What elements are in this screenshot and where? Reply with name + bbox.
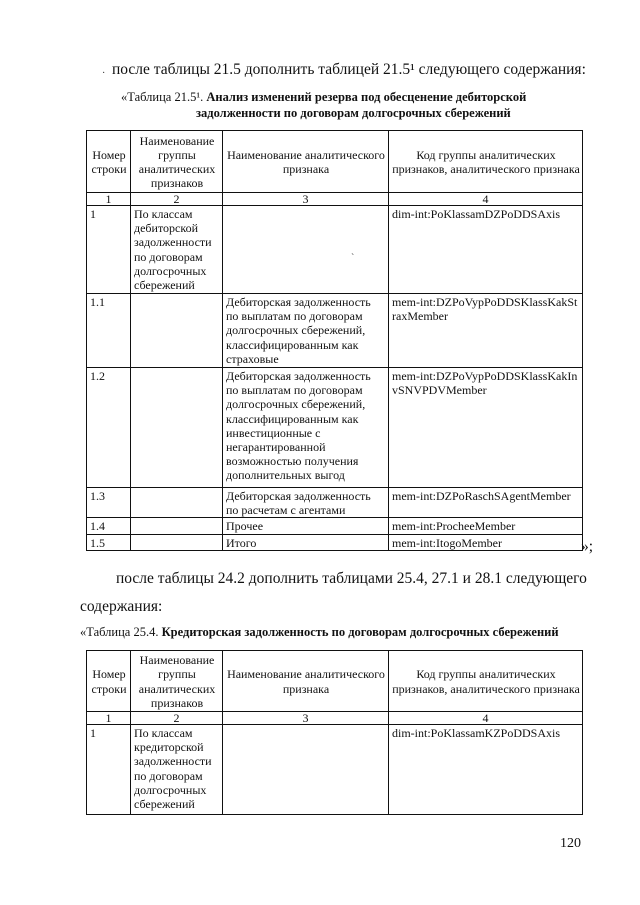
header-row-number: Номер строки bbox=[87, 651, 131, 712]
table-21-5-1 bbox=[86, 130, 583, 551]
table-header-row bbox=[87, 131, 583, 193]
table-close-quote: »; bbox=[581, 538, 594, 555]
table-row: 1 По классам кредиторской задолженности по договорам долгосрочных сбережений dim-int:PoKlassamKZPoDDSAxis bbox=[87, 725, 583, 815]
table-row: 1.2 Дебиторская задолженность по выплатам по договорам долгосрочных сбережений, классифицированным как инвестиционные с негарантированной возможностью получения дополнительных выгод mem-int:DZPoVypPoDDSKlassKakInvSNVPDVMember bbox=[87, 368, 583, 488]
table-21-5-1-caption bbox=[121, 90, 581, 105]
caption-prefix: «Таблица 21.5¹. bbox=[121, 90, 204, 104]
table-row: 1.1 Дебиторская задолженность по выплатам по договорам долгосрочных сбережений, классифицированным как страховые mem-int:DZPoVypPoDDSKlassKakStraxMember bbox=[87, 294, 583, 368]
table-25-4 bbox=[86, 650, 583, 815]
header-group-name: Наименование группы аналитических признаков bbox=[131, 651, 223, 712]
header-attribute-name: Наименование аналитического признака bbox=[223, 651, 389, 712]
caption-title: Кредиторская задолженность по договорам долгосрочных сбережений bbox=[161, 625, 559, 639]
intro-paragraph-2-line2: содержания: bbox=[80, 598, 163, 615]
table-25-4-caption bbox=[80, 625, 559, 640]
table-header-row bbox=[87, 651, 583, 712]
table-row: 1.5 Итого mem-int:ItogoMember bbox=[87, 534, 583, 550]
table-21-5-1-caption-line2: задолженности по договорам долгосрочных сбережений bbox=[196, 106, 511, 120]
intro-paragraph-2: после таблицы 24.2 дополнить таблицами 25.4, 27.1 и 28.1 следующего bbox=[116, 570, 587, 587]
column-number-row: 1 2 3 4 bbox=[87, 193, 583, 206]
intro-paragraph-1: · после таблицы 21.5 дополнить таблицей 21.5¹ следующего содержания: bbox=[112, 60, 586, 80]
stray-mark: ` bbox=[351, 253, 355, 264]
table-row: 1.3 Дебиторская задолженность по расчетам с агентами mem-int:DZPoRaschSAgentMember bbox=[87, 488, 583, 518]
stray-mark: · bbox=[102, 68, 106, 79]
header-row-number: Номер строки bbox=[87, 131, 131, 193]
table-row: 1.4 Прочее mem-int:ProcheeMember bbox=[87, 518, 583, 534]
table-row: 1 По классам дебиторской задолженности по договорам долгосрочных сбережений ` dim-int:PoKlassamDZPoDDSAxis bbox=[87, 206, 583, 294]
header-code: Код группы аналитических признаков, аналитического признака bbox=[389, 651, 583, 712]
header-group-name: Наименование группы аналитических признаков bbox=[131, 131, 223, 193]
header-attribute-name: Наименование аналитического признака bbox=[223, 131, 389, 193]
column-number-row: 1 2 3 4 bbox=[87, 712, 583, 725]
page-number: 120 bbox=[560, 836, 581, 851]
header-code: Код группы аналитических признаков, аналитического признака bbox=[389, 131, 583, 193]
caption-title-line-1: Анализ изменений резерва под обесценение дебиторской bbox=[206, 90, 527, 104]
caption-prefix: «Таблица 25.4. bbox=[80, 625, 159, 639]
